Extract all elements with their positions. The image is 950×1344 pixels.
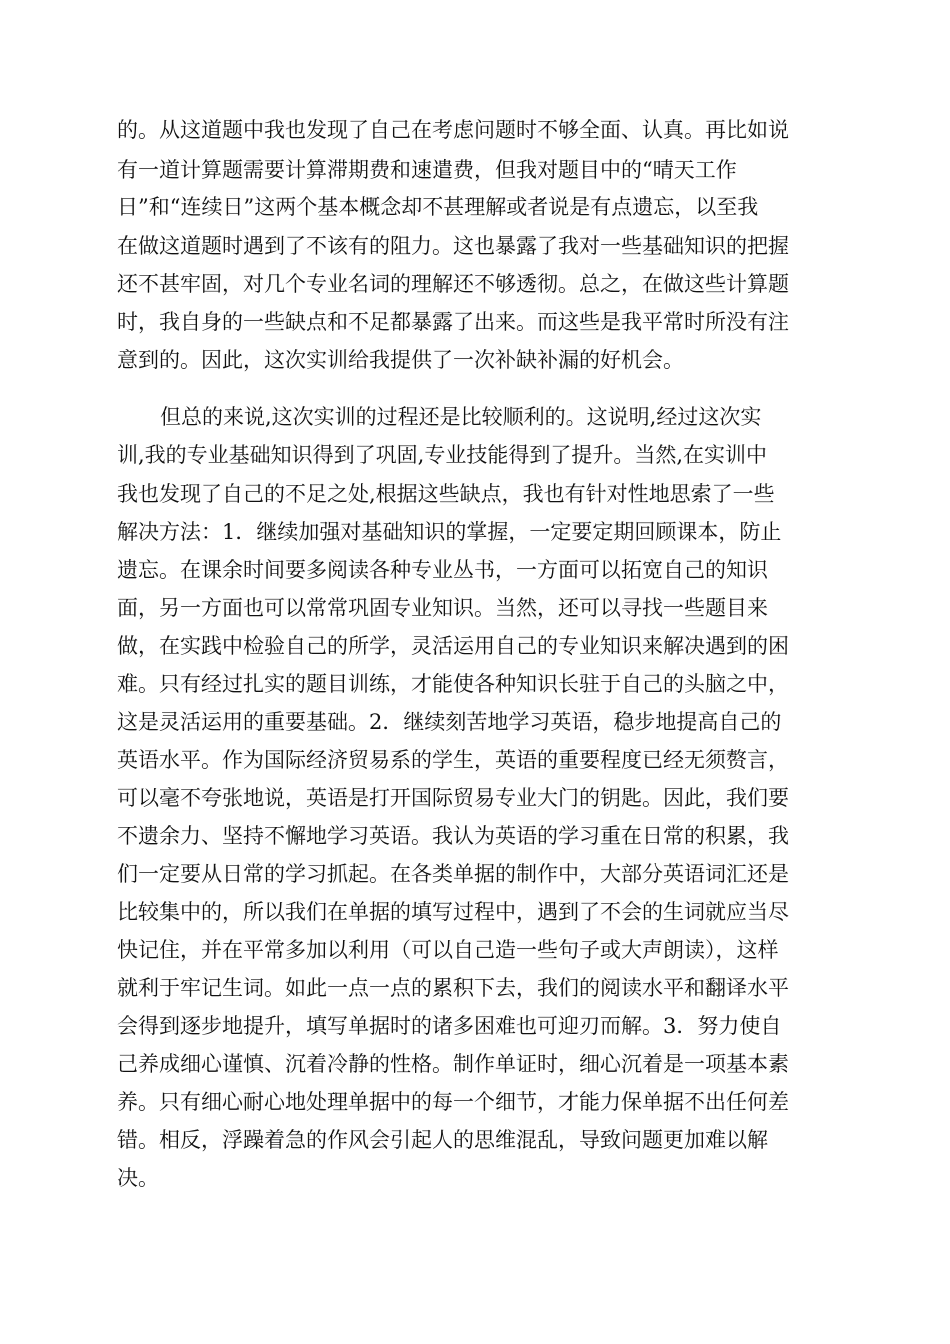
text-line: 会得到逐步地提升，填写单据时的诸多困难也可迎刃而解。3．努力使自 bbox=[117, 1014, 782, 1038]
text-line: 还不甚牢固，对几个专业名词的理解还不够透彻。总之，在做这些计算题 bbox=[117, 272, 789, 296]
text-line: 在做这道题时遇到了不该有的阻力。这也暴露了我对一些基础知识的把握 bbox=[117, 234, 789, 258]
text-line: 时，我自身的一些缺点和不足都暴露了出来。而这些是我平常时所没有注 bbox=[117, 310, 789, 334]
text-line: 养。只有细心耐心地处理单据中的每一个细节，才能力保单据不出任何差 bbox=[117, 1090, 789, 1114]
text-line: 们一定要从日常的学习抓起。在各类单据的制作中，大部分英语词汇还是 bbox=[117, 862, 789, 886]
text-line: 快记住，并在平常多加以利用（可以自己造一些句子或大声朗读），这样 bbox=[117, 938, 779, 962]
text-line: 决。 bbox=[117, 1166, 159, 1190]
text-line: 不遗余力、坚持不懈地学习英语。我认为英语的学习重在日常的积累，我 bbox=[117, 824, 789, 848]
text-line: 的。从这道题中我也发现了自己在考虑问题时不够全面、认真。再比如说 bbox=[117, 118, 789, 142]
text-line: 日”和“连续日”这两个基本概念却不甚理解或者说是有点遗忘，以至我 bbox=[117, 195, 759, 219]
text-line: 训,我的专业基础知识得到了巩固,专业技能得到了提升。当然,在实训中 bbox=[117, 443, 768, 467]
text-line: 可以毫不夸张地说，英语是打开国际贸易专业大门的钥匙。因此，我们要 bbox=[117, 786, 789, 810]
text-line: 我也发现了自己的不足之处,根据这些缺点，我也有针对性地思索了一些 bbox=[117, 482, 775, 506]
text-line: 解决方法：1．继续加强对基础知识的掌握，一定要定期回顾课本，防止 bbox=[117, 520, 782, 544]
text-line: 遗忘。在课余时间要多阅读各种专业丛书，一方面可以拓宽自己的知识 bbox=[117, 558, 768, 582]
text-line: 做，在实践中检验自己的所学，灵活运用自己的专业知识来解决遇到的困 bbox=[117, 634, 789, 658]
text-line: 但总的来说,这次实训的过程还是比较顺利的。这说明,经过这次实 bbox=[160, 405, 762, 429]
text-line: 英语水平。作为国际经济贸易系的学生，英语的重要程度已经无须赘言， bbox=[117, 748, 789, 772]
text-line: 这是灵活运用的重要基础。2．继续刻苦地学习英语，稳步地提高自己的 bbox=[117, 710, 782, 734]
text-line: 己养成细心谨慎、沉着冷静的性格。制作单证时，细心沉着是一项基本素 bbox=[117, 1052, 789, 1076]
text-line: 有一道计算题需要计算滞期费和速遣费，但我对题目中的“晴天工作 bbox=[117, 158, 737, 182]
text-line: 比较集中的，所以我们在单据的填写过程中，遇到了不会的生词就应当尽 bbox=[117, 900, 789, 924]
text-line: 面，另一方面也可以常常巩固专业知识。当然，还可以寻找一些题目来 bbox=[117, 596, 768, 620]
text-line: 就利于牢记生词。如此一点一点的累积下去，我们的阅读水平和翻译水平 bbox=[117, 976, 789, 1000]
text-line: 意到的。因此，这次实训给我提供了一次补缺补漏的好机会。 bbox=[117, 348, 684, 372]
text-line: 难。只有经过扎实的题目训练，才能使各种知识长驻于自己的头脑之中， bbox=[117, 672, 789, 696]
text-line: 错。相反，浮躁着急的作风会引起人的思维混乱，导致问题更加难以解 bbox=[117, 1128, 768, 1152]
